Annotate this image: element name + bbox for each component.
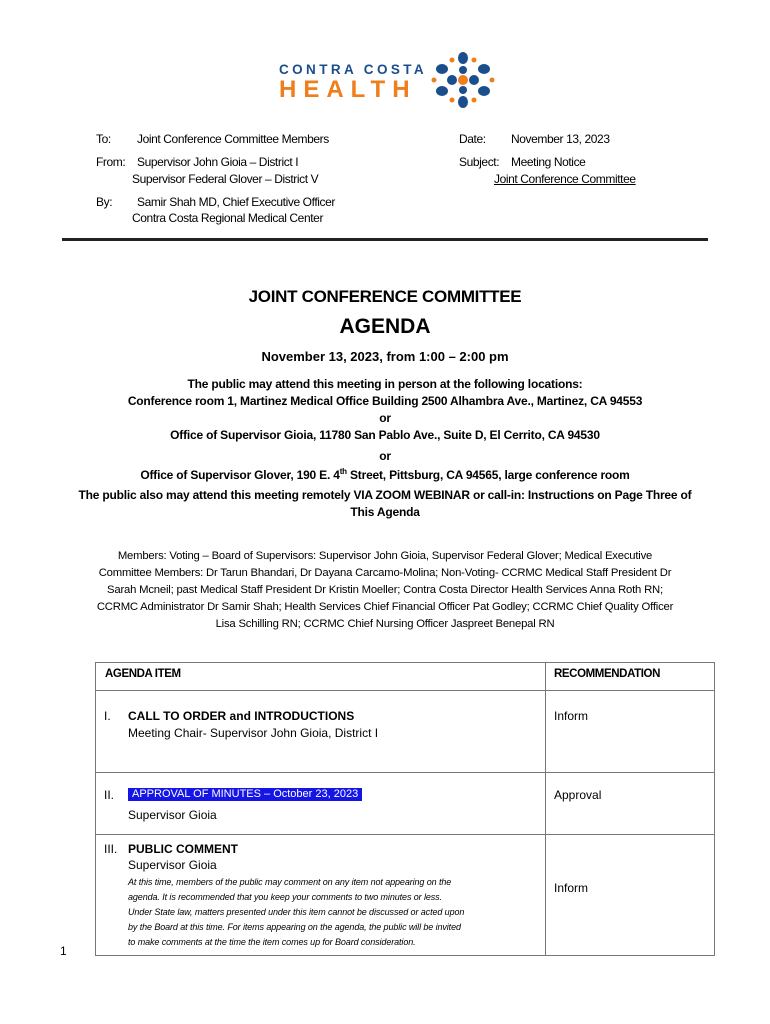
or-separator-2: or (379, 449, 391, 463)
table-row (96, 691, 715, 773)
table-row (96, 835, 715, 956)
agenda-item-header: AGENDA ITEM (96, 663, 546, 691)
committee-title: JOINT CONFERENCE COMMITTEE (248, 287, 522, 306)
subject-line-1: Meeting Notice (511, 155, 586, 169)
logo-flower-icon (430, 50, 496, 110)
locations-intro: The public may attend this meeting in person at the following locations: (187, 377, 583, 391)
table-row (96, 773, 715, 835)
members-paragraph: Members: Voting – Board of Supervisors: Supervisor John Gioia, Supervisor Federal Glover; Medical Executive Committee Members: Dr Tarun Bhandari, Dr Dayana Carcamo-Molina; Non-Voting- CCRMC Medical Staff President Dr Sarah Mcneil; past Medical Staff President Dr Kristin Moeller; Contra Costa Director Health Services Anna Roth RN; CCRMC Administrator Dr Samir Shah; Health Services Chief Financial Officer Pat Godley; CCRMC Chief Quality Officer Lisa Schilling RN; CCRMC Chief Nursing Officer Jaspreet Benepal RN (96, 550, 674, 630)
item-recommendation: Inform (546, 691, 715, 773)
logo-text-health: HEALTH (279, 76, 417, 103)
location-2: Office of Supervisor Gioia, 11780 San Pablo Ave., Suite D, El Cerrito, CA 94530 (170, 428, 600, 442)
or-separator-1: or (379, 411, 391, 425)
by-line-2: Contra Costa Regional Medical Center (132, 211, 324, 225)
table-header-row (96, 663, 715, 691)
item-recommendation: Approval (546, 773, 715, 835)
item-number: I. (104, 709, 111, 723)
item-recommendation: Inform (546, 835, 715, 956)
meeting-date-time: November 13, 2023, from 1:00 – 2:00 pm (261, 349, 509, 364)
recommendation-header: RECOMMENDATION (546, 663, 715, 691)
logo-text-contra-costa: CONTRA COSTA (279, 62, 428, 77)
by-line-1: Samir Shah MD, Chief Executive Officer (137, 195, 335, 209)
item-subtitle: Meeting Chair- Supervisor John Gioia, District I (128, 726, 379, 740)
agenda-title: AGENDA (339, 315, 431, 338)
item-number: III. (104, 842, 118, 856)
location-3: Office of Supervisor Glover, 190 E. 4th Street, Pittsburg, CA 94565, large conference room (140, 467, 630, 482)
remote-line-1: The public also may attend this meeting remotely VIA ZOOM WEBINAR or call-in: Instructions on Page Three of (78, 488, 692, 502)
to-value: Joint Conference Committee Members (137, 132, 329, 146)
public-comment-note: At this time, members of the public may comment on any item not appearing on the agenda. It is recommended that you keep your comments to two minutes or less. Under State law, matters presented under this item cannot be discussed or acted upon by the Board at this time. For items appearing on the agenda, the public will be invited to make comments at the time the item comes up for Board consideration. (128, 877, 465, 947)
item-title: CALL TO ORDER and INTRODUCTIONS (128, 709, 355, 723)
subject-label: Subject: (459, 155, 500, 169)
date-value: November 13, 2023 (511, 132, 610, 146)
from-line-1: Supervisor John Gioia – District I (137, 155, 299, 169)
by-label: By: (96, 195, 113, 209)
header-divider (62, 238, 708, 241)
date-label: Date: (459, 132, 486, 146)
item-subtitle: Supervisor Gioia (128, 858, 217, 872)
subject-line-2: Joint Conference Committee (494, 172, 636, 186)
location-1: Conference room 1, Martinez Medical Office Building 2500 Alhambra Ave., Martinez, CA 94553 (127, 394, 643, 408)
item-title: PUBLIC COMMENT (128, 842, 238, 856)
to-label: To: (96, 132, 111, 146)
from-label: From: (96, 155, 126, 169)
item-number: II. (104, 788, 115, 802)
minutes-link[interactable]: APPROVAL OF MINUTES – October 23, 2023 (128, 788, 362, 801)
page-number: 1 (60, 944, 67, 958)
item-subtitle: Supervisor Gioia (128, 808, 217, 822)
remote-line-2: This Agenda (350, 505, 420, 519)
from-line-2: Supervisor Federal Glover – District V (132, 172, 319, 186)
agenda-table (95, 662, 715, 956)
